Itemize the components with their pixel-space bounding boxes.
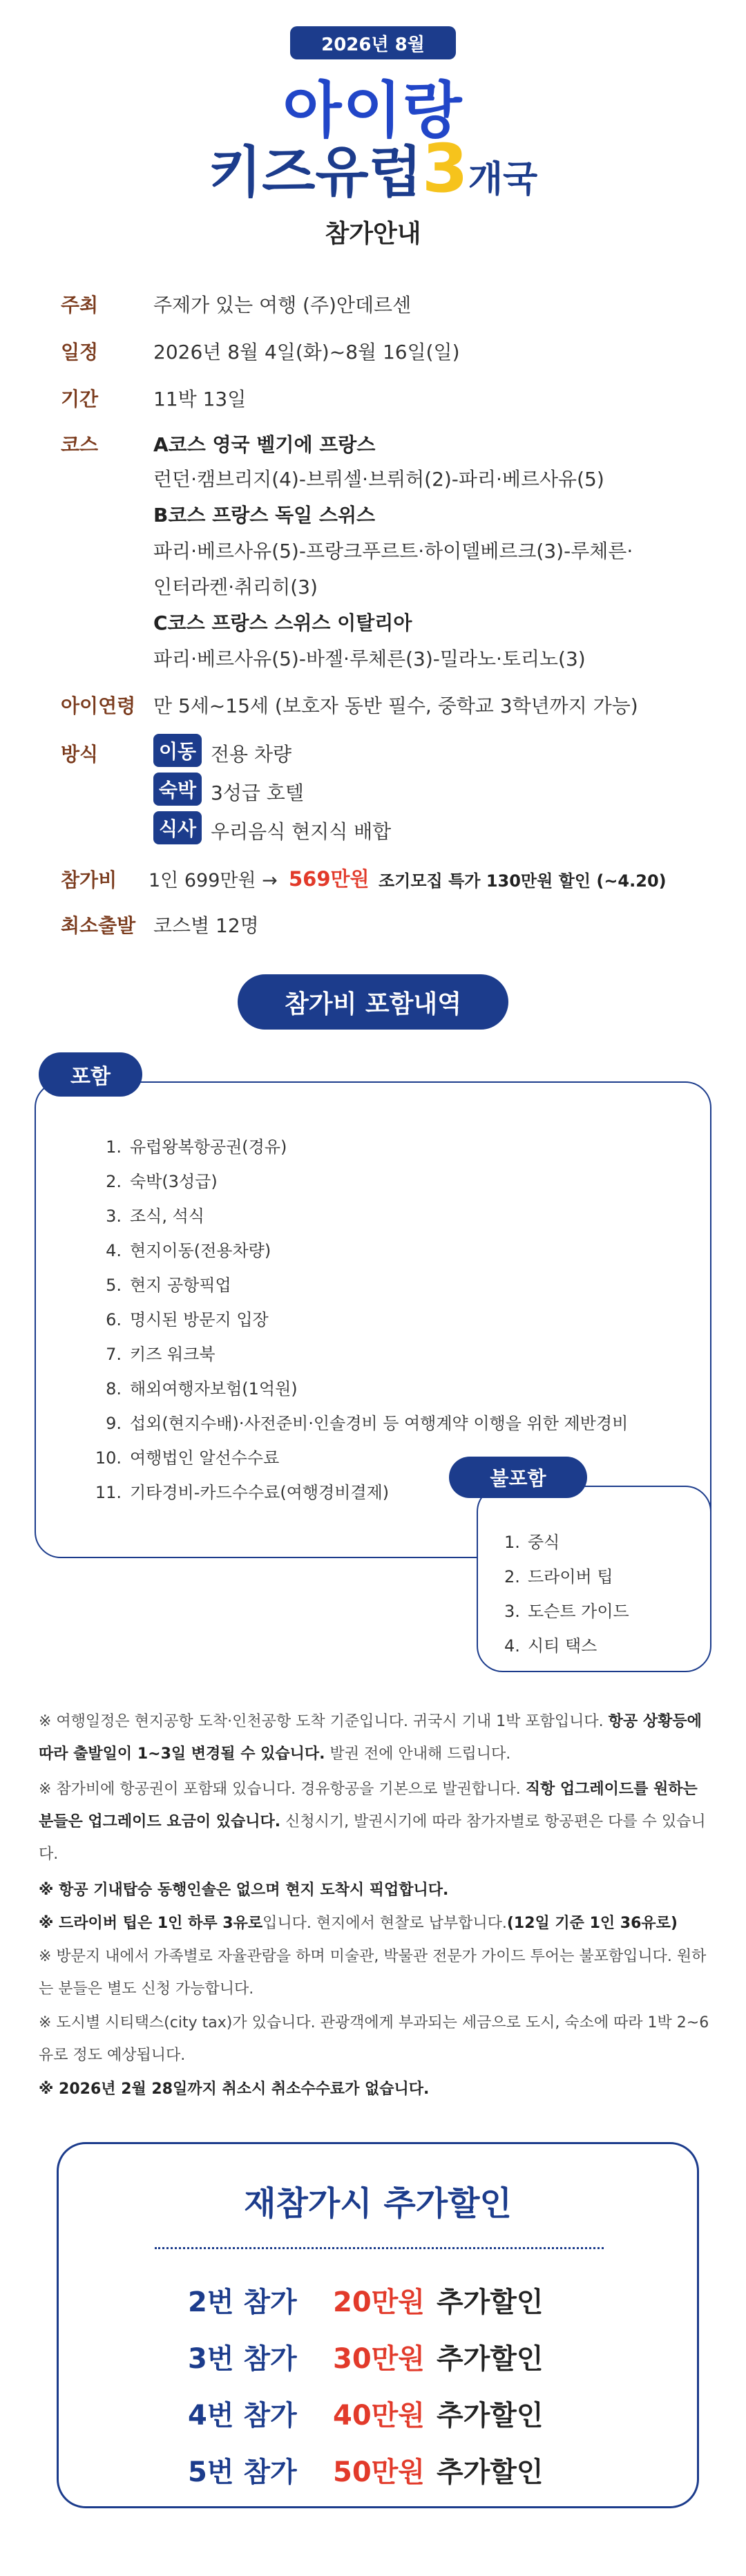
discount-row: 2번 참가 20만원 추가할인 (188, 2286, 544, 2318)
discount-title: 재참가시 추가할인 (244, 2184, 512, 2223)
course-a-title: A코스 영국 벨기에 프랑스 (153, 433, 376, 456)
method-meal-value: 우리음식 현지식 배합 (211, 820, 392, 843)
list-item: 8. 해외여행자보험(1억원) (106, 1379, 298, 1399)
fee-discount-note: 조기모집 특가 130만원 할인 (~4.20) (379, 871, 667, 891)
age-label: 아이연령 (61, 694, 136, 717)
list-item: 2. 숙박(3성급) (106, 1172, 218, 1191)
discount-row: 5번 참가 50만원 추가할인 (188, 2456, 544, 2488)
method-label: 방식 (61, 743, 99, 766)
fee-old-price: 1인 699만원 → (149, 870, 278, 891)
schedule-label: 일정 (61, 341, 99, 363)
min-value: 코스별 12명 (153, 914, 259, 937)
note-escort: ※ 항공 기내탑승 동행인솔은 없으며 현지 도착시 픽업합니다. (39, 1882, 449, 1899)
schedule-value: 2026년 8월 4일(화)~8월 16일(일) (153, 341, 460, 363)
list-item: 2. 드라이버 팁 (504, 1567, 613, 1587)
list-item: 3. 도슨트 가이드 (504, 1602, 629, 1621)
host-value: 주제가 있는 여행 (주)안데르센 (153, 294, 412, 316)
list-item: 1. 중식 (504, 1533, 560, 1552)
list-item: 11. 기타경비-카드수수료(여행경비결제) (95, 1483, 390, 1502)
title-line1: 아이랑 (283, 75, 463, 146)
course-c-route: 파리·베르사유(5)-바젤·루체른(3)-밀라노·토리노(3) (153, 647, 586, 670)
course-b-route: 파리·베르사유(5)-프랑크푸르트·하이델베르크(3)-루체른· (153, 540, 633, 562)
excluded-tag: 불포함 (449, 1457, 587, 1498)
age-value: 만 5세~15세 (보호자 동반 필수, 중학교 3학년까지 가능) (153, 694, 638, 717)
course-a-route: 런던·캠브리지(4)-브뤼셀·브뤼허(2)-파리·베르사유(5) (153, 468, 604, 491)
course-b-route-cont: 인터라켄·취리히(3) (153, 576, 318, 598)
course-b-title: B코스 프랑스 독일 스위스 (153, 504, 376, 527)
title-countries: 개국 (468, 159, 538, 200)
page-subtitle: 참가안내 (325, 220, 421, 248)
list-item: 10. 여행법인 알선수수료 (95, 1448, 280, 1468)
note-cancellation: ※ 2026년 2월 28일까지 취소시 취소수수료가 없습니다. (39, 2081, 430, 2098)
discount-row: 3번 참가 30만원 추가할인 (188, 2343, 544, 2375)
period-label: 기간 (61, 388, 99, 410)
note-guide-tour: ※ 방문지 내에서 가족별로 자율관람을 하며 미술관, 박물관 전문가 가이드 투어는 불포함입니다. 원하는 분들은 별도 신청 가능합니다. (39, 1948, 707, 1998)
note-city-tax: ※ 도시별 시티택스(city tax)가 있습니다. 관광객에게 부과되는 세금으로 도시, 숙소에 따라 1박 2~6유로 정도 예상됩니다. (39, 2014, 709, 2064)
list-item: 7. 키즈 워크북 (106, 1345, 216, 1364)
list-item: 6. 명시된 방문지 입장 (106, 1310, 269, 1329)
section-title: 참가비 포함내역 (238, 974, 508, 1030)
host-label: 주최 (61, 294, 99, 316)
list-item: 4. 현지이동(전용차량) (106, 1241, 271, 1260)
title-line2 (0, 128, 746, 207)
note-airfare: ※ 참가비에 항공권이 포함돼 있습니다. 경유항공을 기본으로 발권합니다. 직항 업그레이드를 원하는 분들은 업그레이드 요금이 있습니다. 신청시기, 발권시기에 따라 참가자별로 항공편은 다를 수 있습니다. (39, 1781, 706, 1863)
discount-divider (155, 2247, 604, 2249)
course-label: 코스 (61, 433, 99, 456)
title-kids-europe: 키즈유럽 (208, 140, 422, 205)
method-move-value: 전용 차량 (211, 743, 292, 766)
fee-label: 참가비 (61, 869, 117, 891)
course-c-title: C코스 프랑스 스위스 이탈리아 (153, 612, 412, 634)
note-flight-schedule: ※ 여행일정은 현지공항 도착·인천공항 도착 기준입니다. 귀국시 기내 1박 포함입니다. 항공 상황등에 따라 출발일이 1~3일 변경될 수 있습니다. 발권 전에 안내해 드립니다. (39, 1713, 702, 1763)
note-driver-tip: ※ 드라이버 팁은 1인 하루 3유로입니다. 현지에서 현찰로 납부합니다.(12일 기준 1인 36유로) (39, 1915, 678, 1932)
list-item: 3. 조식, 석식 (106, 1206, 204, 1226)
method-move-tag: 이동 (153, 734, 202, 767)
method-stay-tag: 숙박 (153, 773, 202, 806)
method-meal-tag: 식사 (153, 811, 202, 844)
method-stay-value: 3성급 호텔 (211, 782, 304, 804)
list-item: 9. 섭외(현지수배)·사전준비·인솔경비 등 여행계약 이행을 위한 제반경비 (106, 1414, 629, 1433)
included-tag: 포함 (39, 1052, 142, 1097)
list-item: 5. 현지 공항픽업 (106, 1276, 231, 1295)
fee-new-price: 569만원 (289, 867, 370, 891)
date-badge: 2026년 8월 (290, 26, 456, 59)
list-item: 4. 시티 택스 (504, 1636, 597, 1656)
discount-row: 4번 참가 40만원 추가할인 (188, 2400, 544, 2432)
period-value: 11박 13일 (153, 388, 247, 410)
list-item: 1. 유럽왕복항공권(경유) (106, 1137, 287, 1157)
min-label: 최소출발 (61, 914, 136, 937)
title-number: 3 (421, 130, 468, 207)
